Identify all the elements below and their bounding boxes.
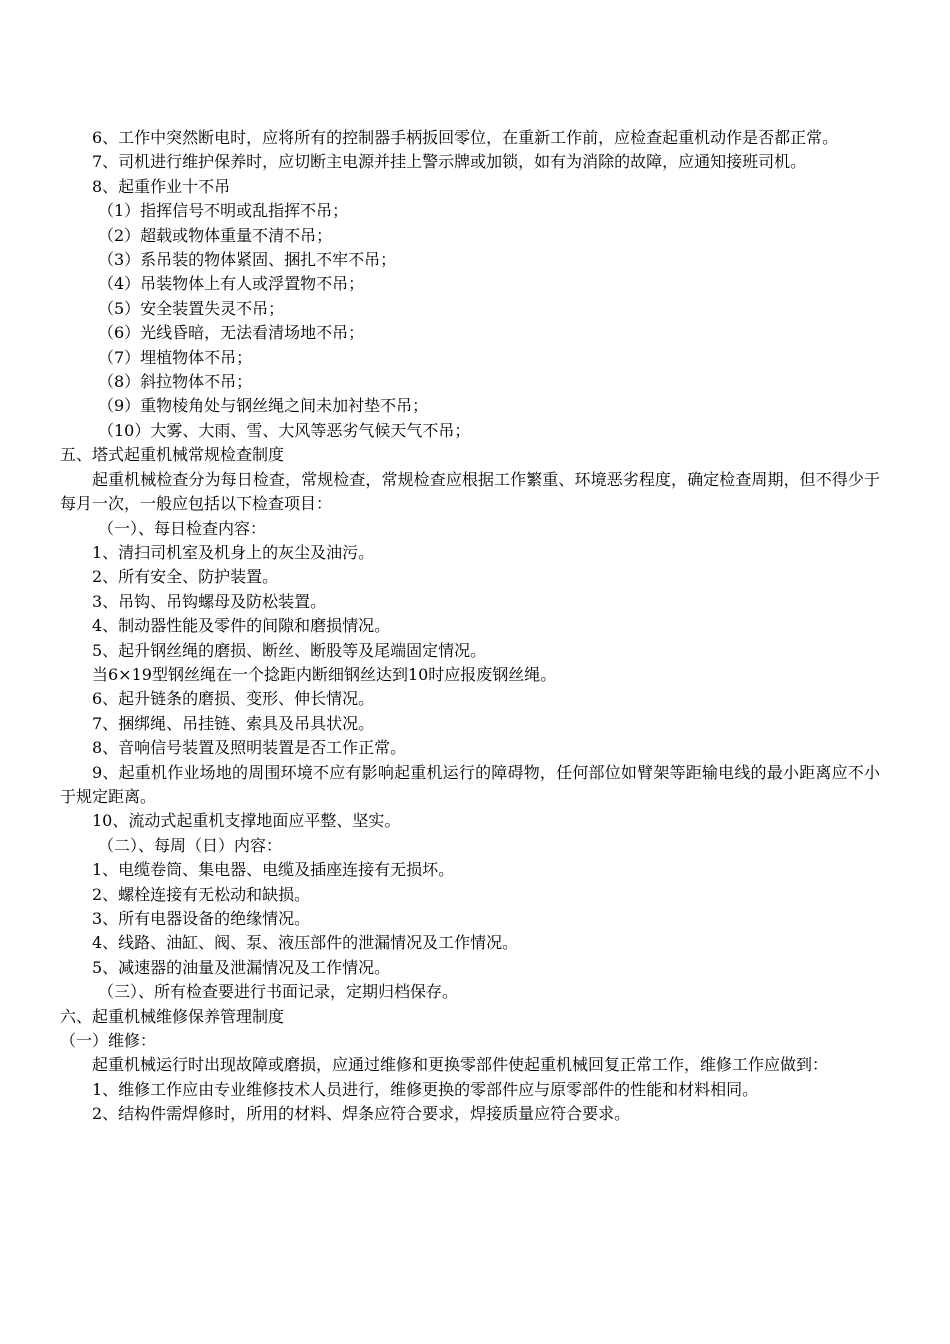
list-item: （4）吊装物体上有人或浮置物不吊； — [98, 274, 365, 294]
paragraph: 7、司机进行维护保养时，应切断主电源并挂上警示牌或加锁，如有为消除的故障，应通知接班司机。 — [92, 152, 807, 172]
paragraph: 起重机械运行时出现故障或磨损，应通过维修和更换零部件使起重机械回复正常工作，维修工作应做到： — [92, 1055, 829, 1075]
subsection-heading: （一）维修： — [60, 1031, 157, 1051]
subsection-heading: （一）、每日检查内容： — [98, 518, 267, 538]
list-item: 2、结构件需焊修时，所用的材料、焊条应符合要求，焊接质量应符合要求。 — [92, 1104, 631, 1124]
list-item: （7）埋植物体不吊； — [98, 347, 253, 367]
list-item: （10）大雾、大雨、雪、大风等恶劣气候天气不吊； — [98, 420, 471, 440]
list-item: 4、线路、油缸、阀、泵、液压部件的泄漏情况及工作情况。 — [92, 933, 519, 953]
list-item: （6）光线昏暗，无法看清场地不吊； — [98, 323, 365, 343]
list-item: 3、吊钩、吊钩螺母及防松装置。 — [92, 591, 327, 611]
list-item: 1、电缆卷筒、集电器、电缆及插座连接有无损坏。 — [92, 860, 455, 880]
list-item: 4、制动器性能及零件的间隙和磨损情况。 — [92, 616, 391, 636]
list-item: 2、所有安全、防护装置。 — [92, 567, 279, 587]
list-item: 5、减速器的油量及泄漏情况及工作情况。 — [92, 957, 391, 977]
paragraph: 6、工作中突然断电时，应将所有的控制器手柄扳回零位，在重新工作前，应检查起重机动作是否都正常。 — [92, 128, 839, 147]
list-item: （3）系吊装的物体紧固、捆扎不牢不吊； — [98, 250, 397, 270]
document-body — [60, 126, 880, 1127]
section-heading: 六、起重机械维修保养管理制度 — [60, 1006, 285, 1026]
list-item: 3、所有电器设备的绝缘情况。 — [92, 909, 311, 928]
subsection-heading: （三）、所有检查要进行书面记录，定期归档保存。 — [98, 982, 459, 1002]
list-item: 1、维修工作应由专业维修技术人员进行，维修更换的零部件应与原零部件的性能和材料相同。 — [92, 1079, 759, 1099]
list-item: 6、起升链条的磨损、变形、伸长情况。 — [92, 689, 375, 709]
section-heading: 五、塔式起重机械常规检查制度 — [60, 445, 285, 465]
list-item: 7、捆绑绳、吊挂链、索具及吊具状况。 — [92, 713, 375, 733]
list-item: （8）斜拉物体不吊； — [98, 372, 253, 392]
list-item: （9）重物棱角处与钢丝绳之间未加衬垫不吊； — [98, 396, 429, 416]
paragraph: 起重机械检查分为每日检查，常规检查，常规检查应根据工作繁重、环境恶劣程度，确定检查周期，但不得少于每月一次，一般应包括以下检查项目： — [60, 469, 880, 514]
list-item: （1）指挥信号不明或乱指挥不吊； — [98, 201, 349, 221]
subsection-heading: （二）、每周（日）内容： — [98, 835, 283, 855]
list-item: 10、流动式起重机支撑地面应平整、坚实。 — [92, 811, 401, 831]
list-heading: 8、起重作业十不吊 — [92, 176, 231, 196]
list-item: 2、螺栓连接有无松动和缺损。 — [92, 884, 311, 904]
list-item: 5、起升钢丝绳的磨损、断丝、断股等及尾端固定情况。 — [92, 640, 487, 660]
list-item: （2）超载或物体重量不清不吊； — [98, 225, 333, 245]
list-item: 8、音响信号装置及照明装置是否工作正常。 — [92, 738, 407, 758]
list-item: 1、清扫司机室及机身上的灰尘及油污。 — [92, 542, 375, 562]
list-item: 9、起重机作业场地的周围环境不应有影响起重机运行的障碍物，任何部位如臂架等距输电线的最小距离应不小于规定距离。 — [60, 762, 880, 806]
list-item: 当6×19型钢丝绳在一个捻距内断细钢丝达到10时应报废钢丝绳。 — [92, 664, 557, 684]
list-item: （5）安全装置失灵不吊； — [98, 298, 285, 318]
